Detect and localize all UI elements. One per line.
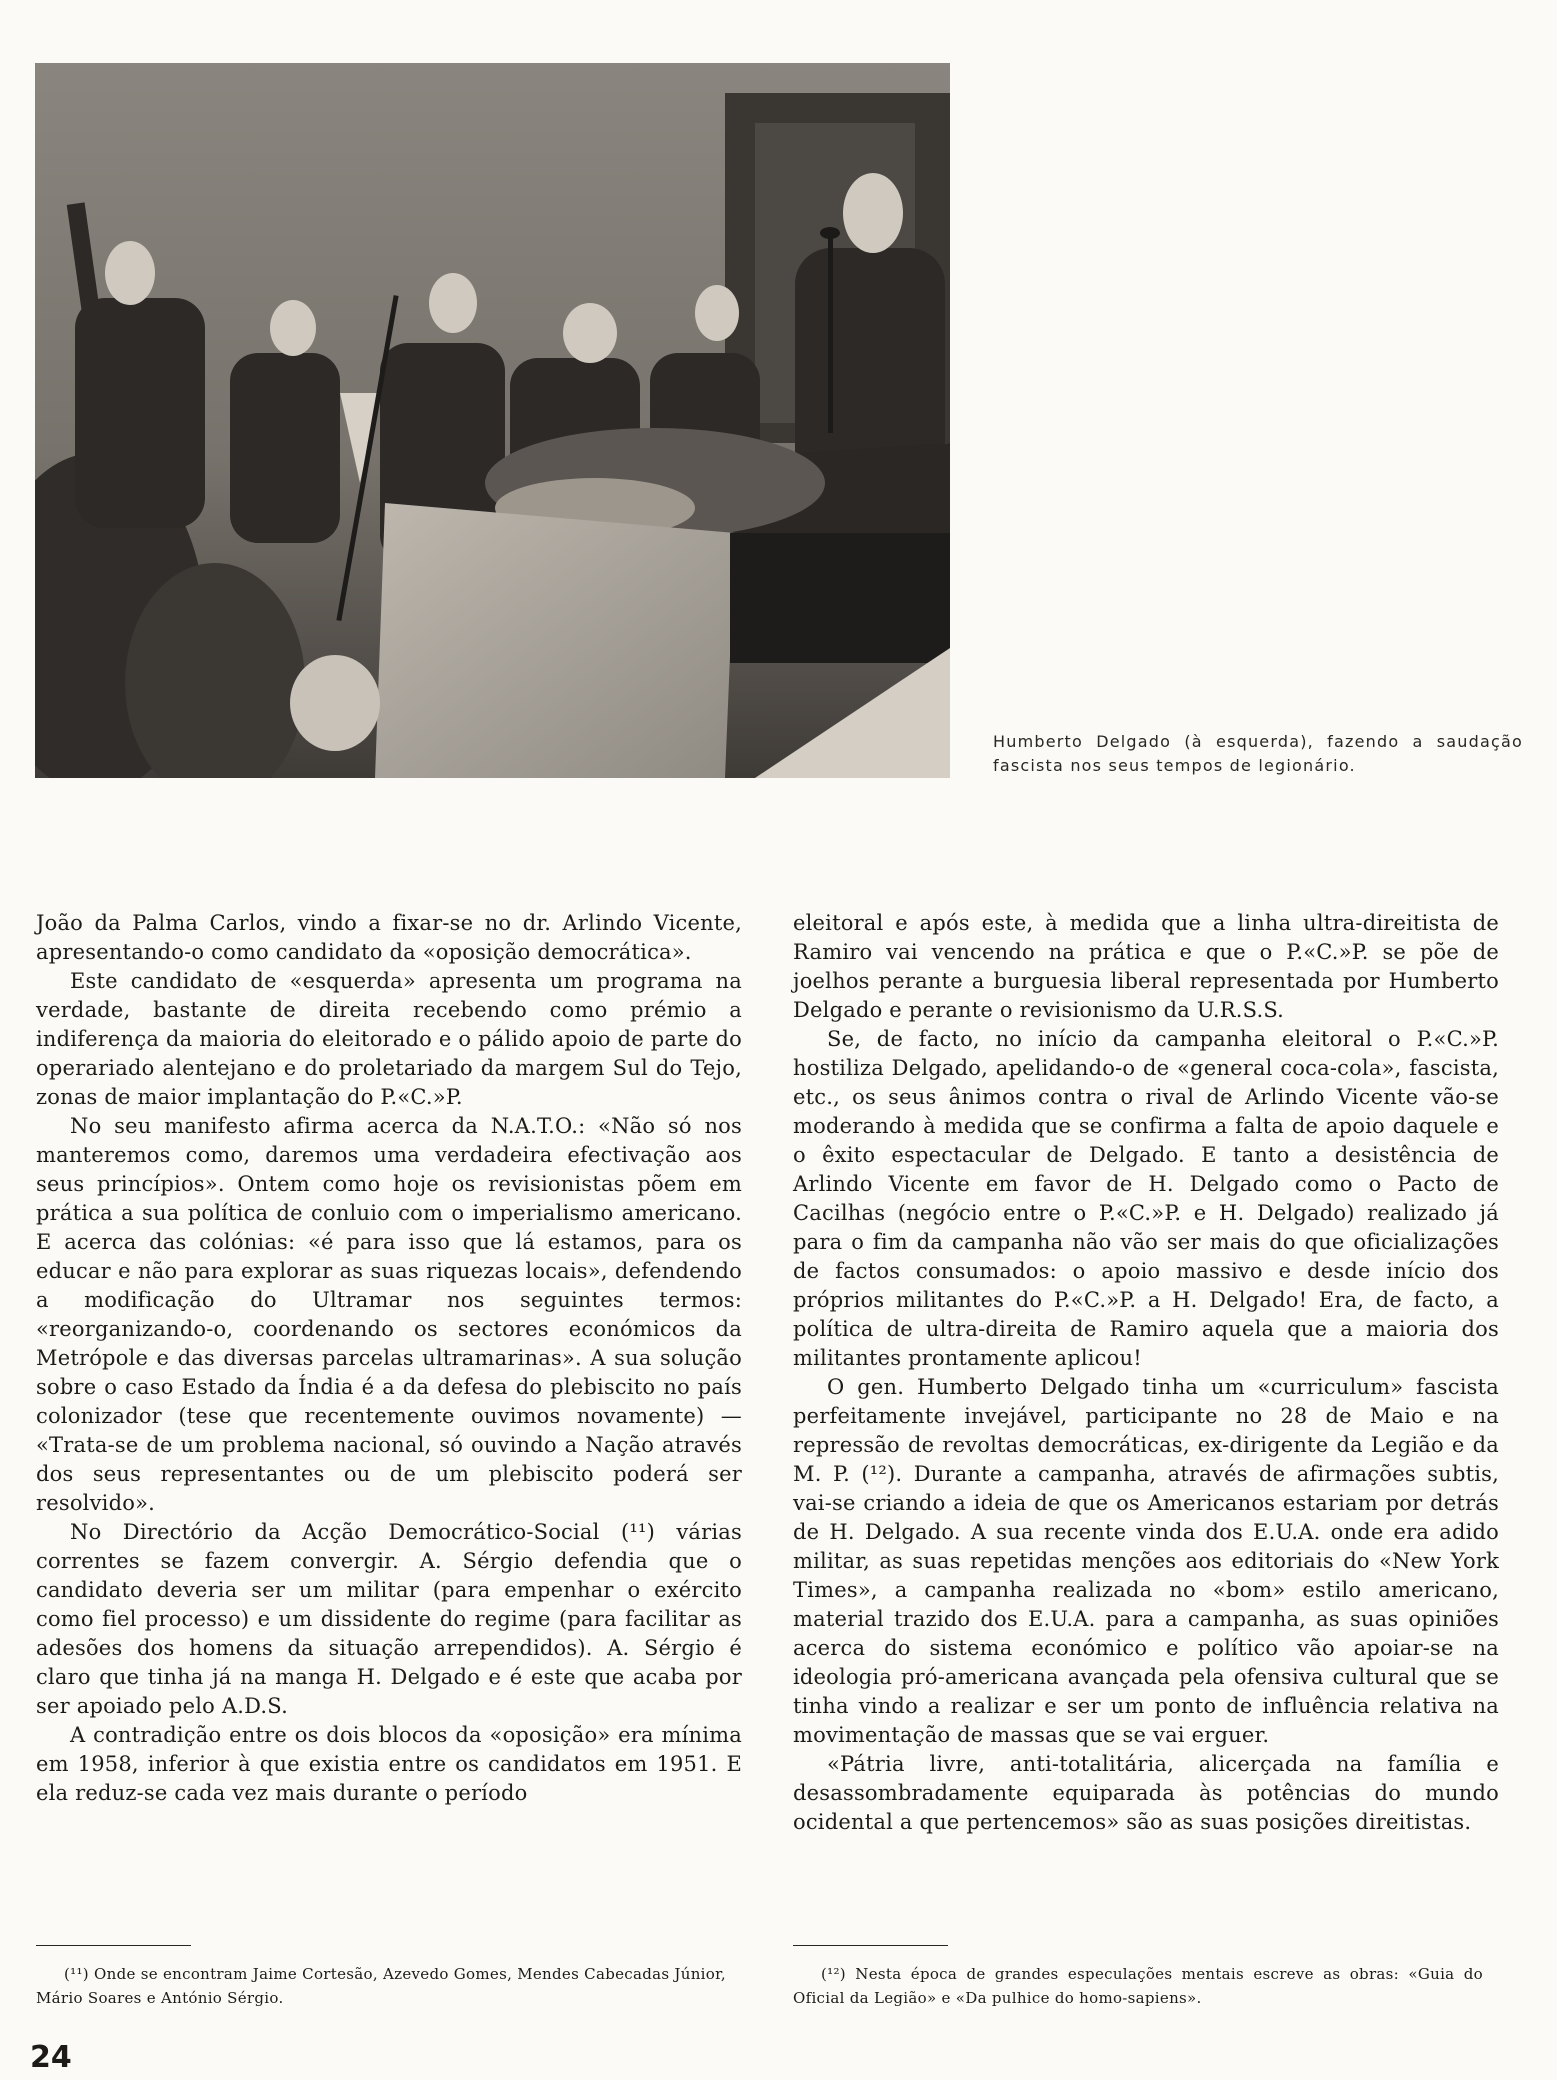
paragraph: Este candidato de «esquerda» apresenta um programa na verdade, bastante de direita recebendo como prémio a indiferença da maioria do eleitorado e o pálido apoio de parte do operariado alentejano e do proletariado da margem Sul do Tejo, zonas de maior implantação do P.«C.»P. (36, 969, 742, 1109)
paragraph: A contradição entre os dois blocos da «oposição» era mínima em 1958, inferior à que existia entre os candidatos em 1951. E ela reduz-se cada vez mais durante o período (36, 1723, 742, 1805)
left-column (36, 909, 742, 1808)
archival-photo-of-men-at-podium-icon (35, 63, 950, 778)
paragraph: Se, de facto, no início da campanha eleitoral o P.«C.»P. hostiliza Delgado, apelidando-o de «general coca-cola», fascista, etc., os seus ânimos contra o rival de Arlindo Vicente vão-se moderando à medida que se confirma a falta de apoio daquele e o êxito espectacular de Delgado. E tanto a desistência de Arlindo Vicente em favor de H. Delgado como o Pacto de Cacilhas (negócio entre o P.«C.»P. e H. Delgado) realizado já para o fim da campanha não vão ser mais do que oficializações de factos consumados: o apoio massivo e desde início dos próprios militantes do P.«C.»P. a H. Delgado! Era, de facto, a política de ultra-direita de Ramiro aquela que a maioria dos militantes prontamente aplicou! (793, 1027, 1499, 1370)
footnote-right (793, 1962, 1483, 2010)
footnote-rule (793, 1945, 948, 1946)
page-number: 24 (30, 2040, 72, 2075)
footnote-left (36, 1962, 726, 2010)
right-column (793, 909, 1499, 1837)
paragraph: O gen. Humberto Delgado tinha um «curriculum» fascista perfeitamente invejável, participante no 28 de Maio e na repressão de revoltas democráticas, ex-dirigente da Legião e da M. P. (¹²). Durante a campanha, através de afirmações subtis, vai-se criando a ideia de que os Americanos estariam por detrás de H. Delgado. A sua recente vinda dos E.U.A. onde era adido militar, as suas repetidas menções aos editoriais do «New York Times», a campanha realizada no «bom» estilo americano, material trazido dos E.U.A. para a campanha, as suas opiniões acerca do sistema económico e político vão apoiar-se na ideologia pró-americana avançada pela ofensiva cultural que se tinha vindo a realizar e ser um ponto de influência relativa na movimentação de massas que se vai erguer. (793, 1375, 1499, 1747)
footnote-rule (36, 1945, 191, 1946)
caption-text: Humberto Delgado (à esquerda), fazendo a saudação fascista nos seus tempos de legionário. (993, 732, 1523, 775)
paragraph: eleitoral e após este, à medida que a linha ultra-direitista de Ramiro vai vencendo na prática e que o P.«C.»P. se põe de joelhos perante a burguesia liberal representada por Humberto Delgado e perante o revisionismo da U.R.S.S. (793, 911, 1499, 1022)
paragraph: No Directório da Acção Democrático-Social (¹¹) várias correntes se fazem convergir. A. Sérgio defendia que o candidato deveria ser um militar (para empenhar o exército como fiel processo) e um dissidente do regime (para facilitar as adesões dos homens da situação arrependidos). A. Sérgio é claro que tinha já na manga H. Delgado e é este que acaba por ser apoiado pelo A.D.S. (36, 1520, 742, 1718)
footnote-text: (¹²) Nesta época de grandes especulações mentais escreve as obras: «Guia do Oficial da Legião» e «Da pulhice do homo-sapiens». (793, 1965, 1483, 2007)
paragraph: «Pátria livre, anti-totalitária, alicerçada na família e desassombradamente equiparada às potências do mundo ocidental a que pertencemos» são as suas posições direitistas. (793, 1752, 1499, 1834)
paragraph: No seu manifesto afirma acerca da N.A.T.O.: «Não só nos manteremos como, daremos uma verdadeira efectivação aos seus princípios». Ontem como hoje os revisionistas põem em prática a sua política de conluio com o imperialismo americano. E acerca das colónias: «é para isso que lá estamos, para os educar e não para explorar as suas riquezas locais», defendendo a modificação do Ultramar nos seguintes termos: «reorganizando-o, coordenando os sectores económicos da Metrópole e das diversas parcelas ultramarinas». A sua solução sobre o caso Estado da Índia é a da defesa do plebiscito no país colonizador (tese que recentemente ouvimos novamente) — «Trata-se de um problema nacional, só ouvindo a Nação através dos seus representantes ou de um plebiscito poderá ser resolvido». (36, 1114, 742, 1515)
footnote-text: (¹¹) Onde se encontram Jaime Cortesão, Azevedo Gomes, Mendes Cabecadas Júnior, Mário Soares e António Sérgio. (36, 1965, 726, 2007)
paragraph: João da Palma Carlos, vindo a fixar-se no dr. Arlindo Vicente, apresentando-o como candidato da «oposição democrática». (36, 911, 742, 964)
archival-photo (35, 63, 950, 778)
photo-caption (993, 730, 1523, 778)
